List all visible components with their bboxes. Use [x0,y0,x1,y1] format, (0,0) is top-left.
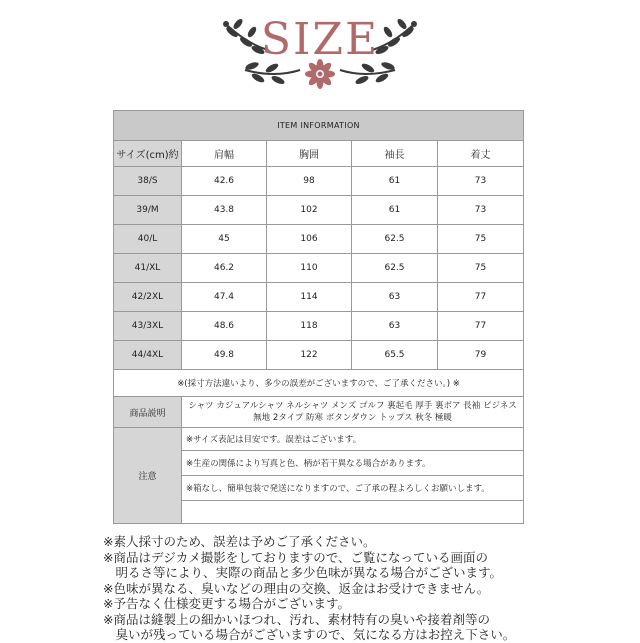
table-cell: 65.5 [352,341,438,370]
size-label-cell: 43/3XL [114,312,182,341]
size-label-cell: 39/M [114,196,182,225]
table-row [114,167,524,196]
table-row [114,283,524,312]
page-title: SIZE [260,14,380,65]
size-label-cell: 38/S [114,167,182,196]
table-cell: 47.4 [182,283,267,312]
caution-line: ※サイズ表記は目安です。誤差はございます。 [182,428,524,451]
table-title: ITEM INFORMATION [114,111,524,141]
header [0,0,640,100]
measure-note: ※(採寸方法違いより、多少の誤差がございますので、ご了承ください。) ※ [114,370,524,397]
caution-label: 注意 [114,428,182,524]
table-cell: 79 [438,341,524,370]
table-cell: 62.5 [352,254,438,283]
table-cell: 73 [438,167,524,196]
column-header: 着丈 [438,141,524,167]
column-header: 胸囲 [267,141,352,167]
table-cell: 46.2 [182,254,267,283]
table-row [114,196,524,225]
caution-line: ※箱なし、簡単包装で発送になりますので、ご了承の程よろしくお願いします。 [182,476,524,501]
caution-line: ※生産の関係により写真と色、柄が若干異なる場合があります。 [182,451,524,476]
table-row [114,225,524,254]
table-row [114,341,524,370]
table-cell: 118 [267,312,352,341]
size-label-cell: 44/4XL [114,341,182,370]
table-cell: 43.8 [182,196,267,225]
table-row [114,312,524,341]
description-label: 商品説明 [114,397,182,428]
table-cell: 77 [438,312,524,341]
size-label-cell: 41/XL [114,254,182,283]
table-cell: 49.8 [182,341,267,370]
table-cell: 114 [267,283,352,312]
column-header: サイズ(cm)約 [114,141,182,167]
table-cell: 42.6 [182,167,267,196]
table-cell: 77 [438,283,524,312]
table-cell: 48.6 [182,312,267,341]
footnotes [103,534,623,643]
footnote-line: 臭いが残っている場合がございますので、気になる方はお控え下さい。 [103,627,516,642]
caution-line [182,501,524,524]
table-cell: 75 [438,254,524,283]
table-cell: 75 [438,225,524,254]
table-cell: 61 [352,167,438,196]
table-cell: 62.5 [352,225,438,254]
table-cell: 106 [267,225,352,254]
table-cell: 61 [352,196,438,225]
size-label-cell: 40/L [114,225,182,254]
table-cell: 45 [182,225,267,254]
footnote-line: ※商品は縫製上の細かいほつれ、汚れ、素材特有の臭いや接着剤等の [103,611,490,627]
table-cell: 110 [267,254,352,283]
table-cell: 63 [352,312,438,341]
column-header: 肩幅 [182,141,267,167]
table-header-row [114,141,524,167]
column-header: 袖長 [352,141,438,167]
table-cell: 63 [352,283,438,312]
table-row [114,254,524,283]
product-description: シャツ カジュアルシャツ ネルシャツ メンズ ゴルフ 裏起毛 厚手 裏ボア 長袖 ビジネス 無地 2タイプ 防寒 ボタンダウン トップス 秋冬 極暖 [182,397,524,428]
table-cell: 102 [267,196,352,225]
size-label-cell: 42/2XL [114,283,182,312]
footnote-line: 明るさ等により、実際の商品と多少色味が異なる場合がございます。 [103,565,503,580]
footnote-line: ※素人採寸のため、誤差は予めご了承ください。 [103,534,376,549]
table-cell: 122 [267,341,352,370]
footnote-line: ※商品はデジカメ撮影をしておりますので、ご覧になっている画面の [103,549,488,565]
size-table [113,110,524,524]
footnote-line: ※色味が異なる、臭いなどの理由の交換、返金はお受けできません。 [103,580,490,596]
footnote-line: ※予告なく仕様変更する場合がございます。 [103,596,350,611]
table-cell: 98 [267,167,352,196]
table-cell: 73 [438,196,524,225]
